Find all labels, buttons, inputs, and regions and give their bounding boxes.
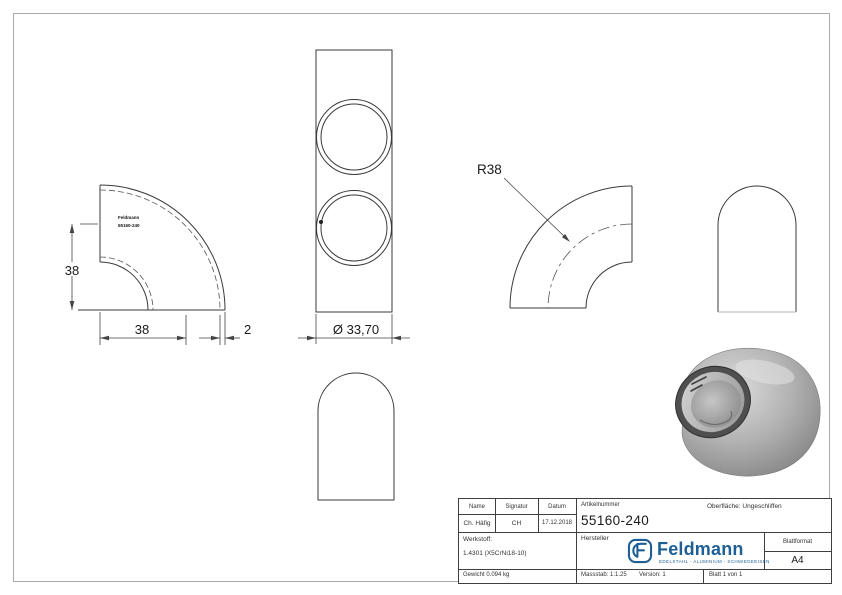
feldmann-logo-icon <box>627 538 653 564</box>
front-view-pipe <box>298 50 410 344</box>
dim-text-horizontal-38: 38 <box>134 322 150 337</box>
radius-view-elbow <box>477 162 632 308</box>
datum-label: Datum <box>548 503 566 510</box>
werkstoff-value: 1.4301 (X5CrNi18-10) <box>463 550 527 557</box>
feldmann-logo-text: Feldmann <box>657 539 744 559</box>
dim-text-radius: R38 <box>477 162 502 177</box>
datum-value: 17.12.2018 <box>541 520 573 526</box>
name-label: Name <box>468 503 485 510</box>
dimension-vertical-38 <box>61 224 98 310</box>
dim-text-diameter: Ø 33,70 <box>332 322 380 337</box>
signatur-label: Signatur <box>505 503 528 510</box>
marking-text-brand: Feldmann <box>118 215 140 220</box>
blattformat-label: Blattformat <box>782 538 812 545</box>
elbow-3d-render <box>663 348 820 476</box>
dimension-diameter <box>298 314 410 344</box>
oberflaeche-text: Oberfläche: Ungeschliffen <box>707 503 782 510</box>
version-text: Version: 1 <box>639 572 666 578</box>
dim-text-wall-2: 2 <box>244 322 252 337</box>
marking-text-article: 55160-240 <box>118 223 140 228</box>
dimension-horizontal-38 <box>100 312 186 345</box>
blattformat-value: A4 <box>791 554 804 566</box>
dim-text-vertical-38: 38 <box>64 263 80 278</box>
name-value: Ch. Häfig <box>463 519 491 527</box>
artikelnummer-value: 55160-240 <box>581 513 650 528</box>
gewicht-text: Gewicht 0.094 kg <box>463 572 510 578</box>
werkstoff-label: Werkstoff: <box>463 536 493 543</box>
bottom-dome-view <box>318 373 394 500</box>
centerline-arrow-dot <box>319 220 323 224</box>
massstab-text: Massstab: 1:1.25 <box>581 572 627 578</box>
hersteller-label: Hersteller <box>581 535 609 542</box>
side-view-elbow <box>61 185 251 345</box>
title-block <box>458 498 832 584</box>
blatt-text: Blatt 1 von 1 <box>709 572 743 578</box>
feldmann-logo-tagline: EDELSTAHL - ALUMINIUM - SCHMIEDEEISEN <box>659 559 770 564</box>
signatur-value: CH <box>511 519 522 527</box>
dimension-wall-2 <box>199 312 251 345</box>
radius-leader <box>477 162 570 242</box>
artikelnummer-label: Artikelnummer <box>581 502 620 508</box>
right-dome-view <box>718 186 796 312</box>
